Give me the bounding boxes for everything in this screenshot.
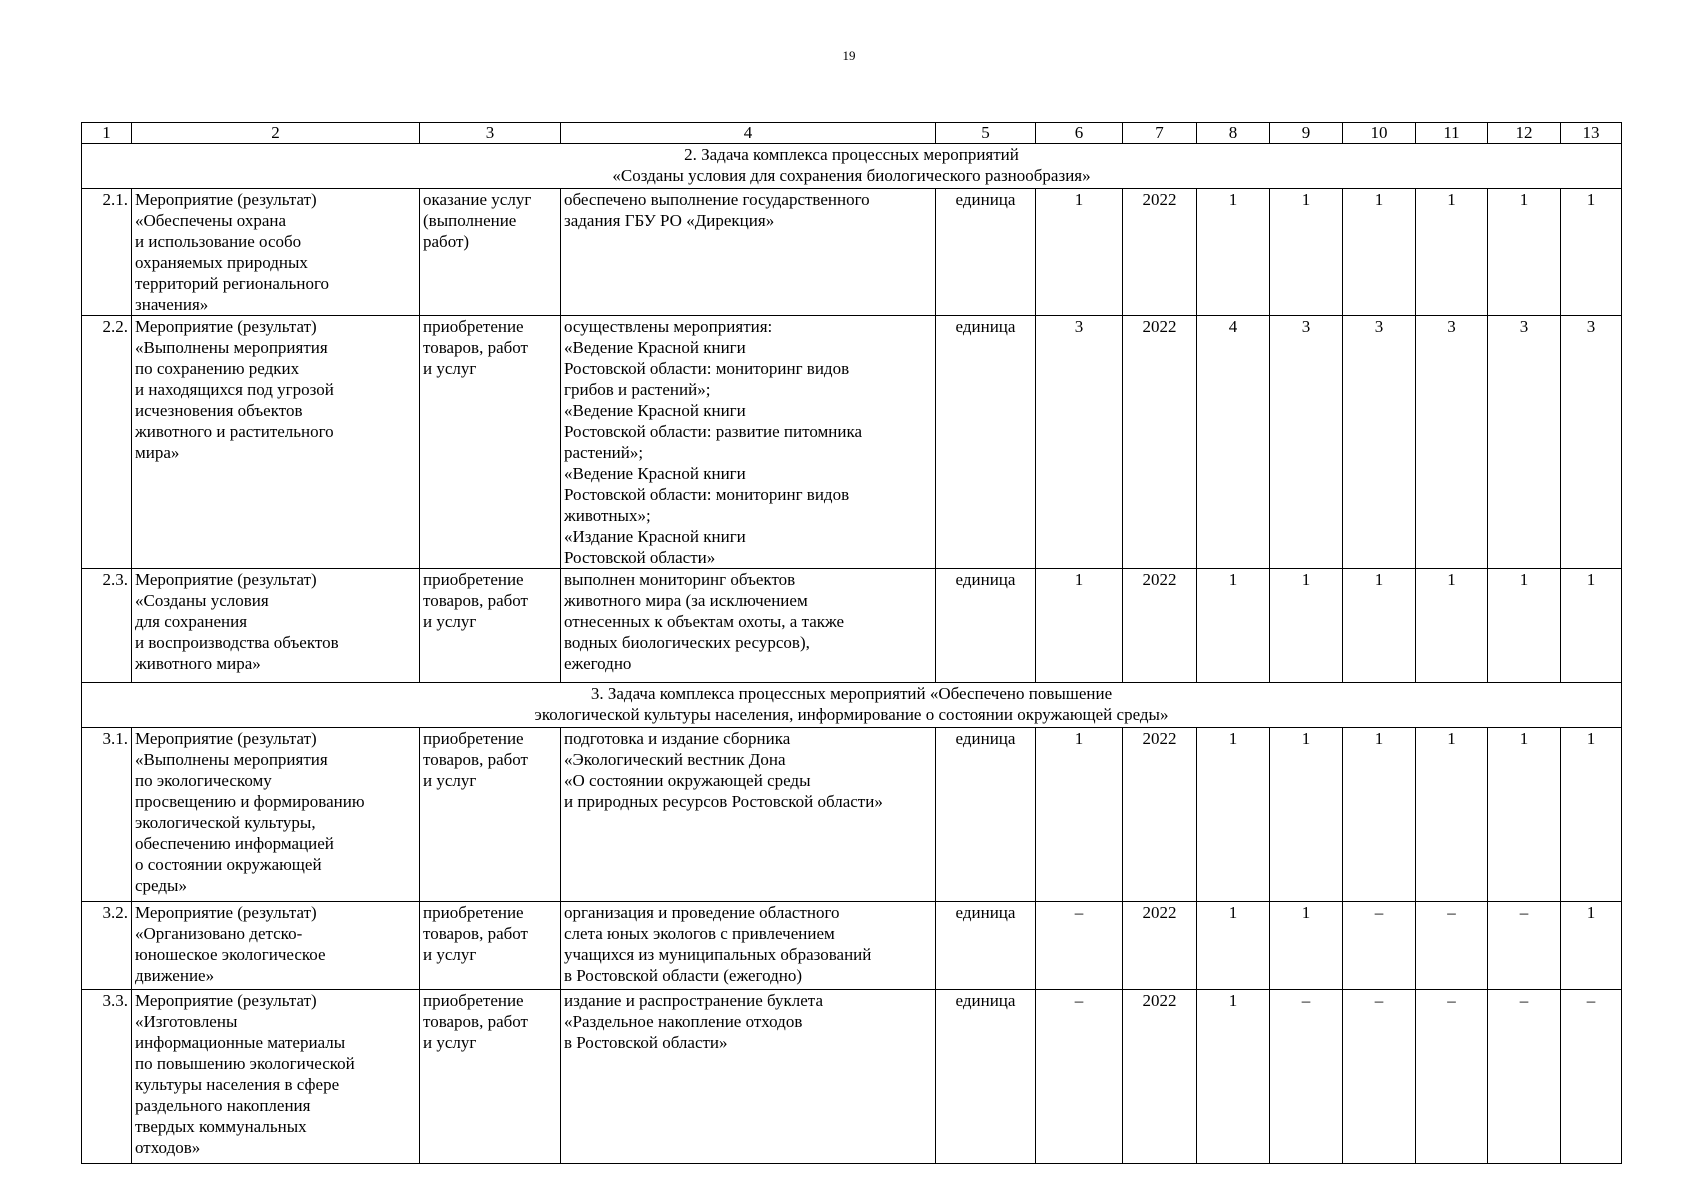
table-row xyxy=(82,569,1622,683)
base-value-cell: 1 xyxy=(1036,728,1123,902)
column-header: 10 xyxy=(1343,123,1416,144)
section-title: 2. Задача комплекса процессных мероприятий «Созданы условия для сохранения биологического разнообразия» xyxy=(82,144,1622,189)
row-id: 3.1. xyxy=(82,728,132,902)
description-cell: осуществлены мероприятия: «Ведение Красной книги Ростовской области: мониторинг видов грибов и растений»; «Ведение Красной книги Ростовской области: развитие питомника растений»; «Ведение Красной книги Ростовской области: мониторинг видов животных»; «Издание Красной книги Ростовской области» xyxy=(561,316,936,569)
value-cell: 1 xyxy=(1488,189,1561,316)
value-cell: – xyxy=(1343,990,1416,1164)
value-cell: 1 xyxy=(1270,189,1343,316)
value-cell: 1 xyxy=(1561,902,1622,990)
description-cell: выполнен мониторинг объектов животного мира (за исключением отнесенных к объектам охоты, а также водных биологических ресурсов), ежегодно xyxy=(561,569,936,683)
event-cell: Мероприятие (результат) «Организовано детско- юношеское экологическое движение» xyxy=(132,902,420,990)
base-year-cell: 2022 xyxy=(1123,728,1197,902)
value-cell: 1 xyxy=(1416,728,1488,902)
value-cell: 1 xyxy=(1561,569,1622,683)
event-cell: Мероприятие (результат) «Выполнены мероприятия по сохранению редких и находящихся под угрозой исчезновения объектов животного и растительного мира» xyxy=(132,316,420,569)
base-year-cell: 2022 xyxy=(1123,902,1197,990)
row-id: 2.3. xyxy=(82,569,132,683)
value-cell: 1 xyxy=(1197,189,1270,316)
column-header: 4 xyxy=(561,123,936,144)
unit-cell: единица xyxy=(936,569,1036,683)
type-cell: приобретение товаров, работ и услуг xyxy=(420,902,561,990)
unit-cell: единица xyxy=(936,902,1036,990)
value-cell: 3 xyxy=(1561,316,1622,569)
value-cell: 3 xyxy=(1488,316,1561,569)
unit-cell: единица xyxy=(936,316,1036,569)
table-row xyxy=(82,189,1622,316)
base-value-cell: – xyxy=(1036,902,1123,990)
value-cell: 1 xyxy=(1343,728,1416,902)
base-year-cell: 2022 xyxy=(1123,316,1197,569)
table-row xyxy=(82,902,1622,990)
unit-cell: единица xyxy=(936,189,1036,316)
value-cell: 1 xyxy=(1561,728,1622,902)
table-row xyxy=(82,316,1622,569)
type-cell: оказание услуг (выполнение работ) xyxy=(420,189,561,316)
row-id: 2.2. xyxy=(82,316,132,569)
description-cell: издание и распространение буклета «Раздельное накопление отходов в Ростовской области» xyxy=(561,990,936,1164)
value-cell: 1 xyxy=(1270,569,1343,683)
column-header: 1 xyxy=(82,123,132,144)
column-header: 13 xyxy=(1561,123,1622,144)
table-row xyxy=(82,728,1622,902)
value-cell: 3 xyxy=(1343,316,1416,569)
column-header: 11 xyxy=(1416,123,1488,144)
value-cell: – xyxy=(1561,990,1622,1164)
value-cell: – xyxy=(1343,902,1416,990)
column-header: 12 xyxy=(1488,123,1561,144)
value-cell: 1 xyxy=(1270,902,1343,990)
base-year-cell: 2022 xyxy=(1123,990,1197,1164)
row-id: 2.1. xyxy=(82,189,132,316)
unit-cell: единица xyxy=(936,990,1036,1164)
value-cell: – xyxy=(1488,902,1561,990)
base-value-cell: 1 xyxy=(1036,189,1123,316)
event-cell: Мероприятие (результат) «Изготовлены информационные материалы по повышению экологической культуры населения в сфере раздельного накопления твердых коммунальных отходов» xyxy=(132,990,420,1164)
event-cell: Мероприятие (результат) «Созданы условия для сохранения и воспроизводства объектов животного мира» xyxy=(132,569,420,683)
description-cell: обеспечено выполнение государственного задания ГБУ РО «Дирекция» xyxy=(561,189,936,316)
type-cell: приобретение товаров, работ и услуг xyxy=(420,990,561,1164)
type-cell: приобретение товаров, работ и услуг xyxy=(420,316,561,569)
value-cell: 3 xyxy=(1270,316,1343,569)
value-cell: 1 xyxy=(1416,189,1488,316)
unit-cell: единица xyxy=(936,728,1036,902)
base-value-cell: – xyxy=(1036,990,1123,1164)
value-cell: – xyxy=(1416,902,1488,990)
value-cell: 1 xyxy=(1561,189,1622,316)
event-cell: Мероприятие (результат) «Обеспечены охрана и использование особо охраняемых природных территорий регионального значения» xyxy=(132,189,420,316)
base-year-cell: 2022 xyxy=(1123,189,1197,316)
value-cell: 1 xyxy=(1488,728,1561,902)
section-title: 3. Задача комплекса процессных мероприятий «Обеспечено повышение экологической культуры населения, информирование о состоянии окружающей среды» xyxy=(82,683,1622,728)
value-cell: 1 xyxy=(1197,728,1270,902)
value-cell: – xyxy=(1416,990,1488,1164)
column-header: 9 xyxy=(1270,123,1343,144)
value-cell: 1 xyxy=(1343,189,1416,316)
value-cell: 1 xyxy=(1197,569,1270,683)
column-header: 8 xyxy=(1197,123,1270,144)
row-id: 3.2. xyxy=(82,902,132,990)
measures-table xyxy=(81,122,1622,1164)
column-header: 6 xyxy=(1036,123,1123,144)
value-cell: 1 xyxy=(1343,569,1416,683)
section-row xyxy=(82,144,1622,189)
column-header: 7 xyxy=(1123,123,1197,144)
value-cell: 1 xyxy=(1197,902,1270,990)
description-cell: организация и проведение областного слета юных экологов с привлечением учащихся из муниципальных образований в Ростовской области (ежегодно) xyxy=(561,902,936,990)
column-number-row xyxy=(82,123,1622,144)
column-header: 3 xyxy=(420,123,561,144)
row-id: 3.3. xyxy=(82,990,132,1164)
section-row xyxy=(82,683,1622,728)
base-year-cell: 2022 xyxy=(1123,569,1197,683)
event-cell: Мероприятие (результат) «Выполнены мероприятия по экологическому просвещению и формированию экологической культуры, обеспечению информацией о состоянии окружающей среды» xyxy=(132,728,420,902)
value-cell: 1 xyxy=(1416,569,1488,683)
page-number: 19 xyxy=(842,48,856,63)
value-cell: – xyxy=(1488,990,1561,1164)
value-cell: 1 xyxy=(1270,728,1343,902)
value-cell: 3 xyxy=(1416,316,1488,569)
column-header: 2 xyxy=(132,123,420,144)
value-cell: 1 xyxy=(1488,569,1561,683)
value-cell: 1 xyxy=(1197,990,1270,1164)
column-header: 5 xyxy=(936,123,1036,144)
type-cell: приобретение товаров, работ и услуг xyxy=(420,569,561,683)
value-cell: 4 xyxy=(1197,316,1270,569)
value-cell: – xyxy=(1270,990,1343,1164)
table-row xyxy=(82,990,1622,1164)
type-cell: приобретение товаров, работ и услуг xyxy=(420,728,561,902)
description-cell: подготовка и издание сборника «Экологический вестник Дона «О состоянии окружающей среды и природных ресурсов Ростовской области» xyxy=(561,728,936,902)
base-value-cell: 1 xyxy=(1036,569,1123,683)
base-value-cell: 3 xyxy=(1036,316,1123,569)
